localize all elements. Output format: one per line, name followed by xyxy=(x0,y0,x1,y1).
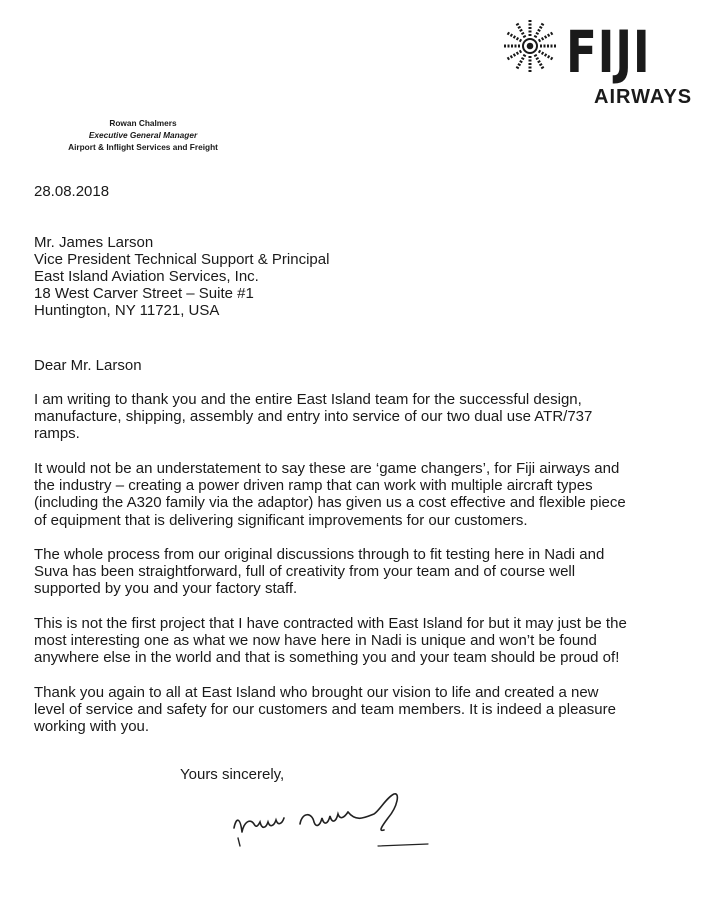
text-line: of equipment that is delivering significant improvements for our customers. xyxy=(34,511,528,529)
paragraph xyxy=(34,684,616,736)
text-line: Suva has been straightforward, full of creativity from your team and of course well xyxy=(34,563,576,581)
address-line: Vice President Technical Support & Principal xyxy=(34,251,330,268)
paragraph xyxy=(34,391,592,443)
text-line: supported by you and your factory staff. xyxy=(34,580,298,598)
address-line: Mr. James Larson xyxy=(34,234,154,251)
text-line: level of service and safety for our customers and team members. It is indeed a pleasure xyxy=(34,701,616,719)
emblem-ray xyxy=(517,23,526,38)
emblem-ray xyxy=(539,51,554,60)
emblem-ray xyxy=(507,33,522,42)
emblem-ray xyxy=(517,55,526,70)
text-line: It would not be an understatement to say these are ‘game changers’, for Fiji airways and xyxy=(34,460,620,477)
emblem-ray xyxy=(535,23,544,38)
paragraph xyxy=(34,546,604,598)
text-line: ramps. xyxy=(34,425,80,443)
paragraph xyxy=(34,460,626,529)
logo-wordmark: FIJI xyxy=(566,18,651,86)
text-line: I am writing to thank you and the entire East Island team for the successful design, xyxy=(34,391,582,408)
emblem-ray xyxy=(507,51,522,60)
logo-subtitle: AIRWAYS xyxy=(594,86,693,108)
text-line: (including the A320 family via the adaptor) has given us a cost effective and flexible piece xyxy=(34,494,626,512)
text-line: anywhere else in the world and that is something you and your team should be proud of! xyxy=(34,649,620,667)
closing-phrase: Yours sincerely, xyxy=(180,766,285,783)
sender-block xyxy=(38,117,248,153)
sender-name: Rowan Chalmers xyxy=(109,118,177,128)
paragraph xyxy=(34,615,627,667)
recipient-address xyxy=(34,234,329,319)
address-line: East Island Aviation Services, Inc. xyxy=(34,268,259,285)
letter-date: 28.08.2018 xyxy=(34,183,110,200)
fiji-airways-logo xyxy=(500,16,700,112)
salutation: Dear Mr. Larson xyxy=(34,357,142,374)
text-line: This is not the first project that I have contracted with East Island for but it may just be the xyxy=(34,615,627,632)
sender-department: Airport & Inflight Services and Freight xyxy=(68,142,218,152)
text-line: Thank you again to all at East Island who brought our vision to life and created a new xyxy=(34,684,599,701)
text-line: working with you. xyxy=(34,718,150,736)
address-line: 18 West Carver Street – Suite #1 xyxy=(34,285,254,302)
address-line: Huntington, NY 11721, USA xyxy=(34,302,220,319)
text-line: The whole process from our original discussions through to fit testing here in Nadi and xyxy=(34,546,605,563)
handwritten-signature-icon xyxy=(228,788,448,854)
text-line: the industry – creating a power driven ramp that can work with multiple aircraft types xyxy=(34,477,593,495)
emblem-ray xyxy=(539,33,554,42)
masi-emblem-icon xyxy=(500,16,560,76)
sender-title: Executive General Manager xyxy=(88,130,198,140)
emblem-ray xyxy=(535,55,544,70)
text-line: most interesting one as what we now have here in Nadi is unique and won’t be found xyxy=(34,632,597,650)
text-line: manufacture, shipping, assembly and entry into service of our two dual use ATR/737 xyxy=(34,408,593,426)
